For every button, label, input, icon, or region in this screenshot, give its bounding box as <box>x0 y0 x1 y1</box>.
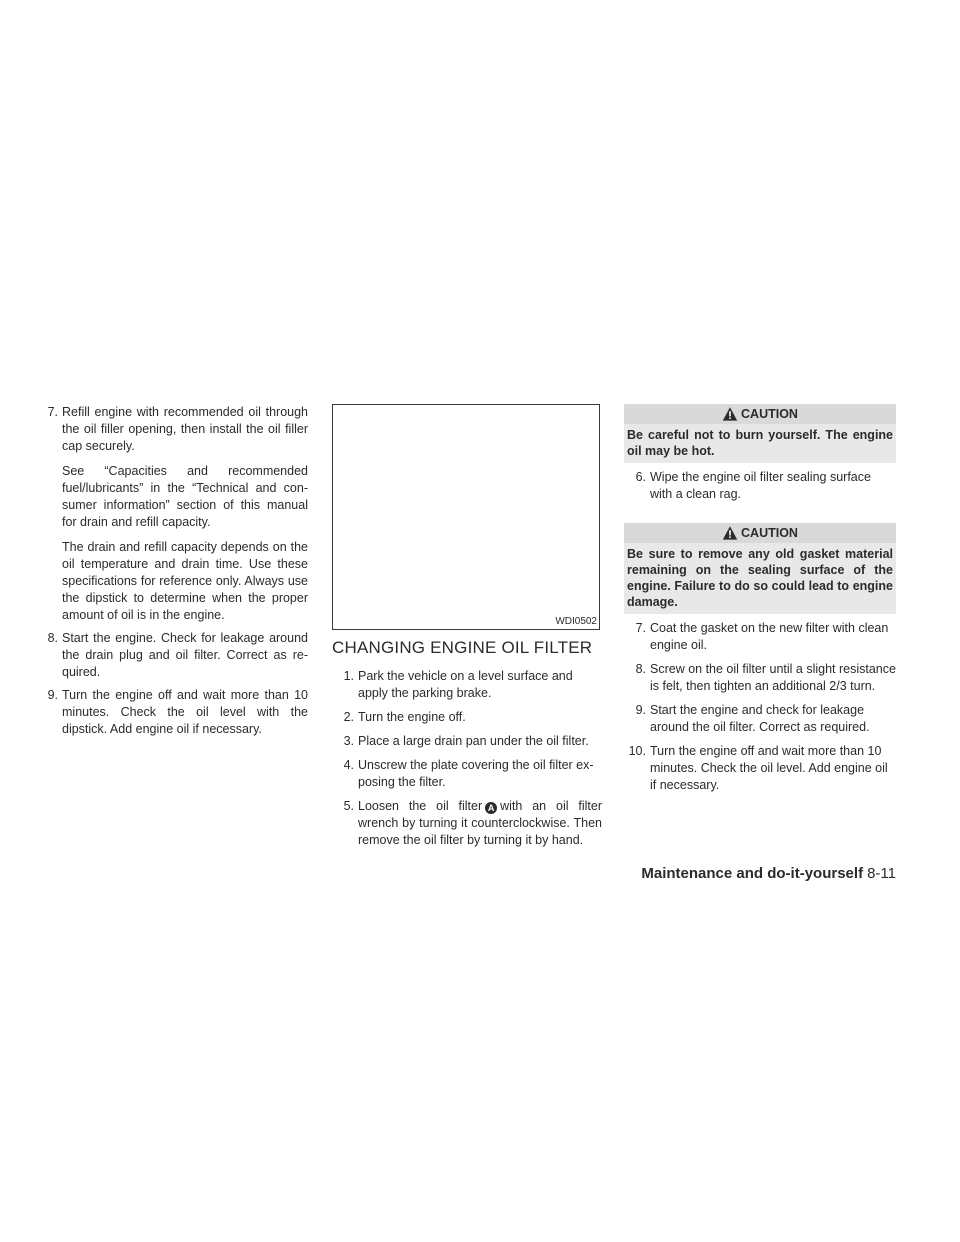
footer-section-name: Maintenance and do-it-yourself <box>641 865 864 882</box>
step-number: 3. <box>343 734 354 748</box>
step-text: Turn the engine off and wait more than 10 minutes. Check the oil level with the dipstick. Add engine oil if necessary. <box>62 688 308 736</box>
page-footer <box>641 865 896 882</box>
caution-label: CAUTION <box>741 406 798 421</box>
warning-triangle-icon <box>722 406 738 422</box>
caution-box-burn <box>624 404 896 463</box>
filter-step-10 <box>624 743 896 794</box>
step-number: 2. <box>343 710 354 724</box>
illustration-figure <box>332 404 600 630</box>
step-number: 1. <box>343 669 354 683</box>
filter-step-3 <box>332 733 602 750</box>
step-number: 7. <box>47 405 58 419</box>
caution-label: CAUTION <box>741 525 798 540</box>
step-number: 6. <box>635 470 646 484</box>
caution-box-gasket <box>624 523 896 614</box>
step-7-refill <box>40 404 308 624</box>
filter-step-2 <box>332 709 602 726</box>
filter-step-6 <box>624 469 896 503</box>
filter-step-7 <box>624 620 896 654</box>
filter-step-4 <box>332 757 602 791</box>
callout-a-badge: A <box>485 802 497 814</box>
step-text: Turn the engine off and wait more than 10 minutes. Check the oil level. Add engine oil if necessary. <box>650 744 888 792</box>
filter-step-1 <box>332 668 602 702</box>
warning-triangle-icon <box>722 525 738 541</box>
step-text: Coat the gasket on the new filter with clean engine oil. <box>650 621 889 652</box>
step-text: Start the engine. Check for leakage around the drain plug and oil filter. Correct as re-quired. <box>62 631 308 679</box>
step-number: 10. <box>628 744 646 758</box>
page-number: 8-11 <box>867 865 896 882</box>
step-9-check-level <box>40 687 308 738</box>
step-text: Turn the engine off. <box>358 710 466 724</box>
step-number: 5. <box>343 799 354 813</box>
oil-filter-steps-continued <box>624 620 896 794</box>
caution-text: Be careful not to burn yourself. The engine oil may be hot. <box>624 424 896 463</box>
filter-step-5 <box>332 798 602 849</box>
left-column <box>40 404 308 744</box>
step-text: Refill engine with recommended oil through the oil filler opening, then install the oil filler cap securely. <box>62 405 308 453</box>
step-8-check-leakage <box>40 630 308 681</box>
filter-step-8 <box>624 661 896 695</box>
caution-header <box>624 523 896 543</box>
middle-column <box>332 404 602 856</box>
filter-step-9 <box>624 702 896 736</box>
right-column <box>624 404 896 801</box>
figure-id: WDI0502 <box>555 616 597 627</box>
step-number: 9. <box>635 703 646 717</box>
caution-text: Be sure to remove any old gasket material remaining on the sealing surface of the engine. Failure to do so could lead to engine damage. <box>624 543 896 614</box>
step-text <box>358 798 602 849</box>
step-text: Screw on the oil filter until a slight resistance is felt, then tighten an additional 2/3 turn. <box>650 662 896 693</box>
step-note-drain-capacity: The drain and refill capacity depends on the oil temperature and drain time. Use these specifications for reference only. Always use the dipstick to determine when the proper amount of oil is in the engine. <box>62 540 308 622</box>
step-text-after: with an oil filter wrench by turning it counterclockwise. Then remove the oil filter by turning it by hand. <box>358 799 602 847</box>
oil-filter-steps <box>332 668 602 849</box>
step-text-before: Loosen the oil filter <box>358 799 483 813</box>
step-text: Start the engine and check for leakage around the oil filter. Correct as required. <box>650 703 870 734</box>
step-text: Unscrew the plate covering the oil filter ex-posing the filter. <box>358 758 594 789</box>
section-title: CHANGING ENGINE OIL FILTER <box>332 638 593 657</box>
step-text: Place a large drain pan under the oil filter. <box>358 734 589 748</box>
step-number: 8. <box>635 662 646 676</box>
step-text: Wipe the engine oil filter sealing surface with a clean rag. <box>650 470 871 501</box>
step-text: Park the vehicle on a level surface and apply the parking brake. <box>358 669 573 700</box>
caution-header <box>624 404 896 424</box>
step-number: 9. <box>47 688 58 702</box>
step-number: 7. <box>635 621 646 635</box>
step-number: 8. <box>47 631 58 645</box>
step-number: 4. <box>343 758 354 772</box>
step-note-capacities: See “Capacities and recommended fuel/lubricants” in the “Technical and con-sumer information” section of this manual for drain and refill capacity. <box>62 464 308 529</box>
